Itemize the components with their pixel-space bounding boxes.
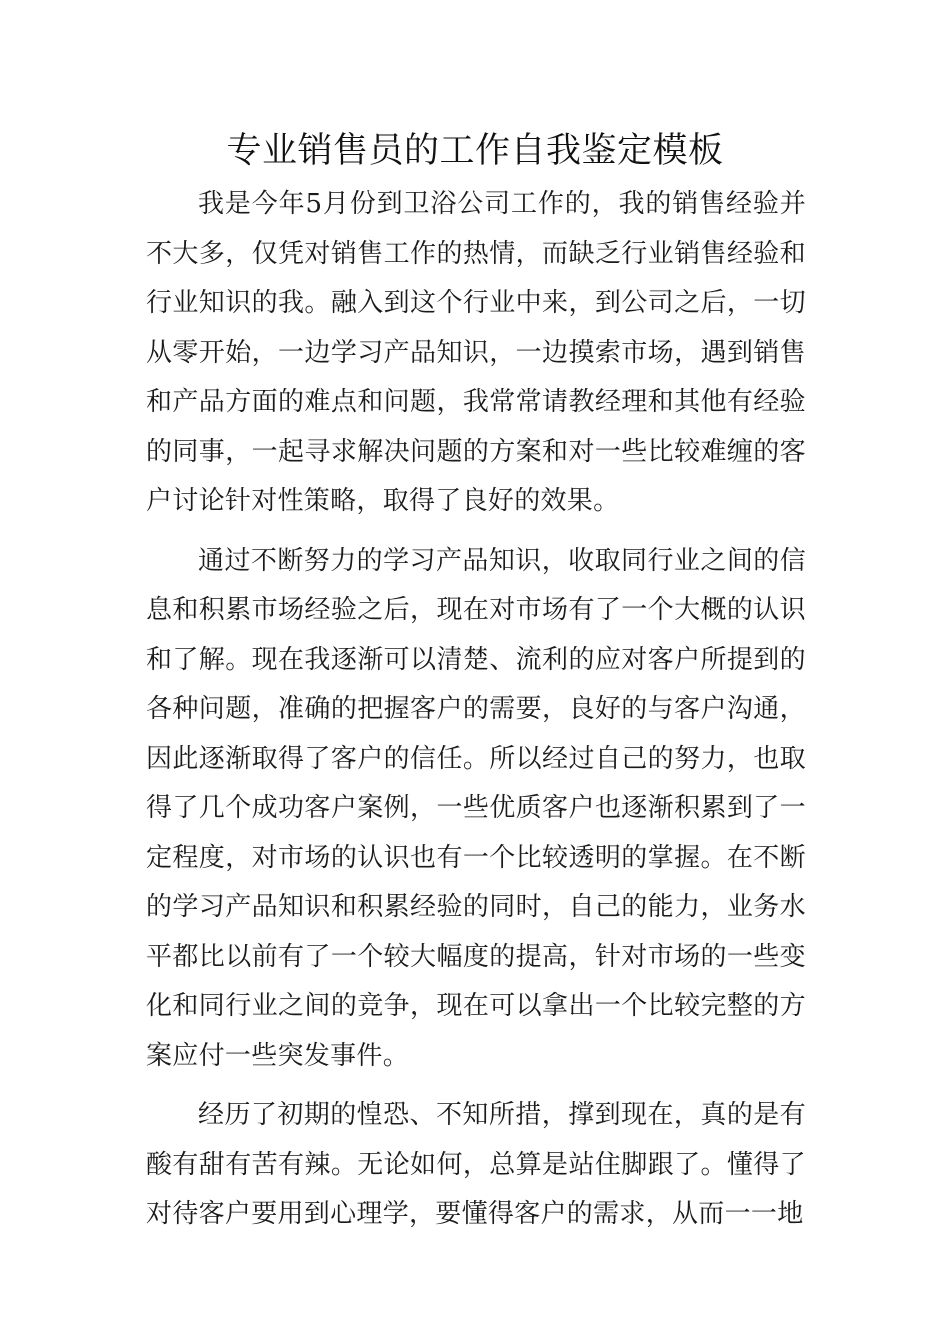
- paragraph-2: 通过不断努力的学习产品知识，收取同行业之间的信息和积累市场经验之后，现在对市场有了一个大概的认识和了解。现在我逐渐可以清楚、流利的应对客户所提到的各种问题，准确的把握客户的需要，良好的与客户沟通，因此逐渐取得了客户的信任。所以经过自己的努力，也取得了几个成功客户案例，一些优质客户也逐渐积累到了一定程度，对市场的认识也有一个比较透明的掌握。在不断的学习产品知识和积累经验的同时，自己的能力，业务水平都比以前有了一个较大幅度的提高，针对市场的一些变化和同行业之间的竞争，现在可以拿出一个比较完整的方案应付一些突发事件。: [146, 545, 806, 1071]
- document-title: 专业销售员的工作自我鉴定模板: [226, 131, 724, 171]
- paragraph-3: 经历了初期的惶恐、不知所措，撑到现在，真的是有酸有甜有苦有辣。无论如何，总算是站住脚跟了。懂得了对待客户要用到心理学，要懂得客户的需求，从而一一地: [146, 1100, 806, 1229]
- document-body: [146, 180, 806, 1250]
- paragraph-1: 我是今年5月份到卫浴公司工作的，我的销售经验并不大多，仅凭对销售工作的热情，而缺乏行业销售经验和行业知识的我。融入到这个行业中来，到公司之后，一切从零开始，一边学习产品知识，一边摸索市场，遇到销售和产品方面的难点和问题，我常常请教经理和其他有经验的同事，一起寻求解决问题的方案和对一些比较难缠的客户讨论针对性策略，取得了良好的效果。: [146, 189, 806, 516]
